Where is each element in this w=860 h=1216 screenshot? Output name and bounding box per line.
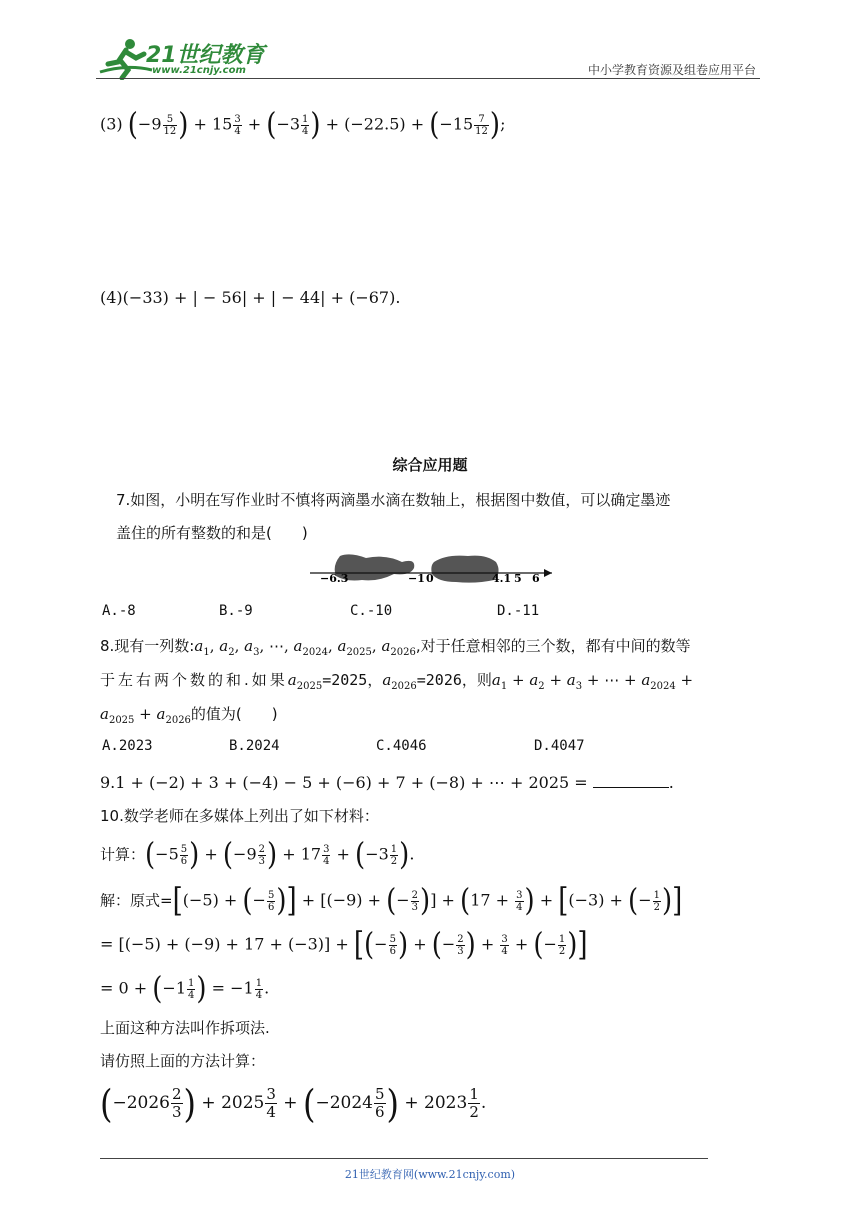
q8-text: 8.现有一列数: bbox=[100, 637, 195, 655]
q8-line-3: $a_{2025} + a_{2026}$的值为( ) bbox=[100, 705, 278, 726]
q8-text: 的值为( ) bbox=[190, 705, 278, 723]
q8-option-d: D.4047 bbox=[534, 738, 585, 754]
ink-blot-right bbox=[431, 556, 498, 583]
header-logo bbox=[96, 36, 276, 80]
q10-task: 请仿照上面的方法计算： bbox=[100, 1052, 266, 1070]
q7-text-2: 盖住的所有整数的和是( ) bbox=[116, 524, 308, 542]
q10-exercise: (−2026 $\frac{2}{3}$ ) + 2025 $\frac{3}{4}$ + (−2024 $\frac{5}{6}$ ) + 2023 $\frac{1}{2}$ . bbox=[100, 1080, 487, 1127]
q7-option-a: A.-8 bbox=[102, 603, 136, 619]
q8-option-b: B.2024 bbox=[229, 738, 280, 754]
header-divider bbox=[96, 78, 760, 79]
q8-line-2: 于左右两个数的和.如果$a_{2025}=2025$，$a_{2026}=2026$，则$a_1 + a_2 + a_3$ + ⋯ + $a_{2024}$ + bbox=[100, 671, 694, 692]
axis-label: 4.1 bbox=[492, 572, 512, 585]
q8-text: 于左右两个数的和.如果 bbox=[100, 671, 288, 689]
logo-url: www.21cnjy.com bbox=[152, 65, 246, 76]
footer-divider bbox=[100, 1158, 708, 1159]
problem-6-3: (3) (−9 $\frac{5}{12}$ ) + 15 $\frac{3}{4}$ + (−3 $\frac{1}{4}$ ) + (−22.5) + (−15 $\frac{7}{12}$ ); bbox=[100, 107, 506, 143]
q10-result: = 0 + bbox=[100, 978, 148, 998]
q9-text: 9.1 + (−2) + 3 + (−4) − 5 + (−6) + 7 + (−8) + ⋯ + 2025 = bbox=[100, 773, 588, 792]
header-platform: 中小学教育资源及组卷应用平台 bbox=[587, 63, 756, 77]
q7-text-1: 7.如图，小明在写作业时不慎将两滴墨水滴在数轴上，根据图中数值，可以确定墨迹 bbox=[116, 491, 671, 509]
problem-label: (3) bbox=[100, 114, 123, 134]
q8-text: =2025， bbox=[322, 671, 383, 689]
axis-label: 0 bbox=[426, 572, 434, 585]
number-line-figure bbox=[306, 552, 558, 586]
q10-solution-3: = 0 + (−1 $\frac{1}{4}$ ) = −1 $\frac{1}{4}$ . bbox=[100, 971, 270, 1007]
q10-calc: 计算：(−5 $\frac{5}{6}$ ) + (−9 $\frac{2}{3}$ ) + 17 $\frac{3}{4}$ + (−3 $\frac{1}{2}$ ). bbox=[100, 837, 415, 873]
q10-solution-2: = [(−5) + (−9) + 17 + (−3)] + [(− $\frac{5}{6}$ ) + (− $\frac{2}{3}$ ) + $\frac{3}{4}$ + (− $\frac{1}{2}$ )] bbox=[100, 926, 588, 964]
axis-label: −6.3 bbox=[320, 572, 349, 585]
q10-calc-label: 计算： bbox=[100, 845, 146, 864]
q10-solution-1: 解：原式=[(−5) + (− $\frac{5}{6}$ )] + [(−9) + (− $\frac{2}{3}$ )] + (17 + $\frac{3}{4}$ ) + [(−3) + (− $\frac{1}{2}$ )] bbox=[100, 882, 683, 920]
q10-line-1: 10.数学老师在多媒体上列出了如下材料： bbox=[100, 807, 379, 825]
section-title: 综合应用题 bbox=[392, 456, 468, 474]
axis-label: −1 bbox=[408, 572, 425, 585]
problem-6-4: (4)(−33) + | − 56| + | − 44| + (−67). bbox=[100, 288, 401, 307]
axis-arrow bbox=[544, 569, 552, 577]
q8-option-c: C.4046 bbox=[376, 738, 427, 754]
answer-blank[interactable] bbox=[593, 773, 669, 788]
q10-method: 上面这种方法叫作拆项法. bbox=[100, 1019, 270, 1037]
axis-label: 5 bbox=[514, 572, 522, 585]
q8-text: ,对于任意相邻的三个数，都有中间的数等 bbox=[415, 637, 691, 655]
q10-sol-label: 解：原式= bbox=[100, 891, 173, 910]
logo-text: 21世纪教育 bbox=[146, 43, 265, 68]
q8-line-1: 8.现有一列数$:a_1$, $a_2$, $a_3$, ⋯, $a_{2024}$, $a_{2025}$, $a_{2026}$,对于任意相邻的三个数，都有中间的数等 bbox=[100, 637, 691, 658]
q8-text: =2026，则 bbox=[416, 671, 492, 689]
q7-option-c: C.-10 bbox=[350, 603, 393, 619]
q8-option-a: A.2023 bbox=[102, 738, 153, 754]
axis-label: 6 bbox=[532, 572, 540, 585]
q9: 9.1 + (−2) + 3 + (−4) − 5 + (−6) + 7 + (−8) + ⋯ + 2025 = . bbox=[100, 773, 674, 792]
footer-text: 21世纪教育网(www.21cnjy.com) bbox=[344, 1168, 516, 1181]
q7-option-b: B.-9 bbox=[219, 603, 253, 619]
q7-option-d: D.-11 bbox=[497, 603, 540, 619]
